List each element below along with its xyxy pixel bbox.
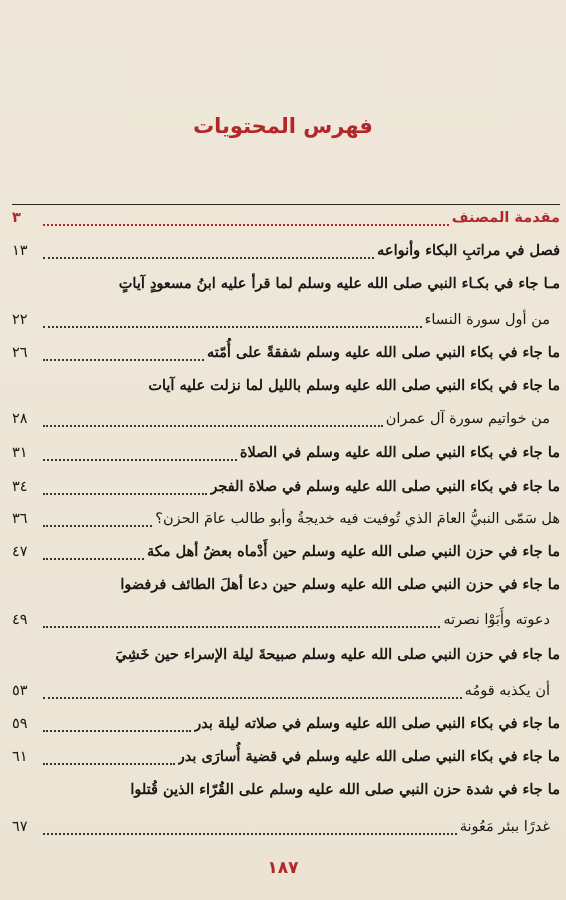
- toc-entry[interactable]: [12, 269, 560, 299]
- toc-entry[interactable]: [12, 236, 560, 266]
- toc-entry-intro[interactable]: [12, 203, 560, 233]
- dot-leader: [43, 762, 175, 765]
- toc-entry[interactable]: [12, 775, 560, 805]
- toc-entry[interactable]: [12, 472, 560, 502]
- toc-page-number: ٥٣: [12, 683, 28, 699]
- toc-entry-title-continued: من خواتيم سورة آل عمران: [385, 411, 550, 427]
- toc-page-number: ٣: [12, 210, 21, 226]
- toc-entry[interactable]: [12, 709, 560, 739]
- toc-entry-title-continued: من أول سورة النساء: [424, 312, 550, 328]
- toc-page-number: ٣١: [12, 445, 28, 461]
- toc-entry-title: ما جاء في بكاء النبي صلى الله عليه وسلم بالليل لما نزلت عليه آيات: [148, 377, 560, 394]
- dot-leader: [43, 557, 144, 560]
- dot-leader: [43, 223, 449, 226]
- toc-entry-continuation[interactable]: [12, 404, 560, 434]
- toc-page-number: ٦١: [12, 749, 28, 765]
- toc-entry-title: ما جاء في بكاء النبي صلى الله عليه وسلم في الصلاة: [239, 444, 560, 461]
- toc-page-number: ٤٩: [12, 612, 28, 628]
- toc-entry-title-continued: دعوته وأَبَوْا نصرته: [443, 612, 550, 628]
- dot-leader: [43, 832, 457, 835]
- toc-page-number: ٣٤: [12, 479, 28, 495]
- dot-leader: [43, 325, 422, 328]
- toc-entry-continuation[interactable]: [12, 605, 560, 635]
- toc-entry-title: ما جاء في حزن النبي صلى الله عليه وسلم صبيحةَ ليلة الإسراء حين خَشِيَ: [115, 646, 560, 663]
- page-folio-number: ١٨٧: [267, 858, 299, 878]
- toc-page-number: ٢٢: [12, 312, 28, 328]
- toc-page-number: ٢٦: [12, 345, 28, 361]
- toc-entry-title: فصل في مراتبِ البكاء وأنواعه: [377, 242, 560, 259]
- page-title: فهرس المحتويات: [193, 114, 373, 138]
- toc-entry-continuation[interactable]: [12, 676, 560, 706]
- dot-leader: [43, 729, 191, 732]
- dot-leader: [43, 256, 374, 259]
- toc-entry[interactable]: [12, 338, 560, 368]
- toc-entry-title: ما جاء في بكاء النبي صلى الله عليه وسلم في قضية أُسارَى بدر: [177, 748, 560, 765]
- toc-entry-title: ما جاء في بكاء النبي صلى الله عليه وسلم في صلاته ليلة بدر: [194, 715, 560, 732]
- toc-entry-title: ما جاء في بكاء النبي صلى الله عليه وسلم شفقةً على أُمّته: [207, 344, 560, 361]
- toc-entry-continuation[interactable]: [12, 305, 560, 335]
- toc-entry-title: ما جاء في حزن النبي صلى الله عليه وسلم حين دعا أهلَ الطائف فرفضوا: [120, 576, 560, 593]
- dot-leader: [43, 458, 237, 461]
- toc-entry-title: مقدمة المصنف: [451, 210, 560, 226]
- toc-page-number: ٦٧: [12, 819, 28, 835]
- toc-page-number: ١٣: [12, 243, 28, 259]
- dot-leader: [43, 424, 383, 427]
- toc-entry-title: ما جاء في شدة حزن النبي صلى الله عليه وسلم على القُرّاء الذين قُتلوا: [130, 781, 560, 798]
- dot-leader: [43, 524, 152, 527]
- toc-entry-continuation[interactable]: [12, 812, 560, 842]
- toc-entry-title-continued: غدرًا ببئر مَعُونة: [459, 819, 550, 835]
- toc-entry-title: ما جاء في حزن النبي صلى الله عليه وسلم حين أَدْماه بعضُ أهل مكة: [147, 543, 560, 560]
- toc-entry[interactable]: [12, 742, 560, 772]
- toc-page-number: ٢٨: [12, 411, 28, 427]
- toc-entry[interactable]: [12, 640, 560, 670]
- dot-leader: [43, 492, 207, 495]
- dot-leader: [43, 358, 204, 361]
- toc-entry[interactable]: [12, 570, 560, 600]
- toc-entry[interactable]: [12, 504, 560, 534]
- toc-entry-title: هل سَمّى النبيُّ العامَ الذي تُوفيت فيه خديجةُ وأبو طالب عامَ الحزن؟: [155, 511, 560, 527]
- toc-entry-title: ما جاء في بكاء النبي صلى الله عليه وسلم في صلاة الفجر: [210, 478, 560, 495]
- toc-entry-title: مـا جاء في بكـاء النبي صلى الله عليه وسلم لما قرأ عليه ابنُ مسعودٍ آياتٍ: [118, 275, 560, 292]
- toc-entry-title-continued: أن يكذبه قومُه: [464, 683, 550, 699]
- toc-entry[interactable]: [12, 438, 560, 468]
- dot-leader: [43, 625, 440, 628]
- toc-page-number: ٥٩: [12, 716, 28, 732]
- dot-leader: [43, 696, 462, 699]
- toc-page-number: ٤٧: [12, 544, 28, 560]
- toc-entry[interactable]: [12, 371, 560, 401]
- toc-entry[interactable]: [12, 537, 560, 567]
- toc-page-number: ٣٦: [12, 511, 28, 527]
